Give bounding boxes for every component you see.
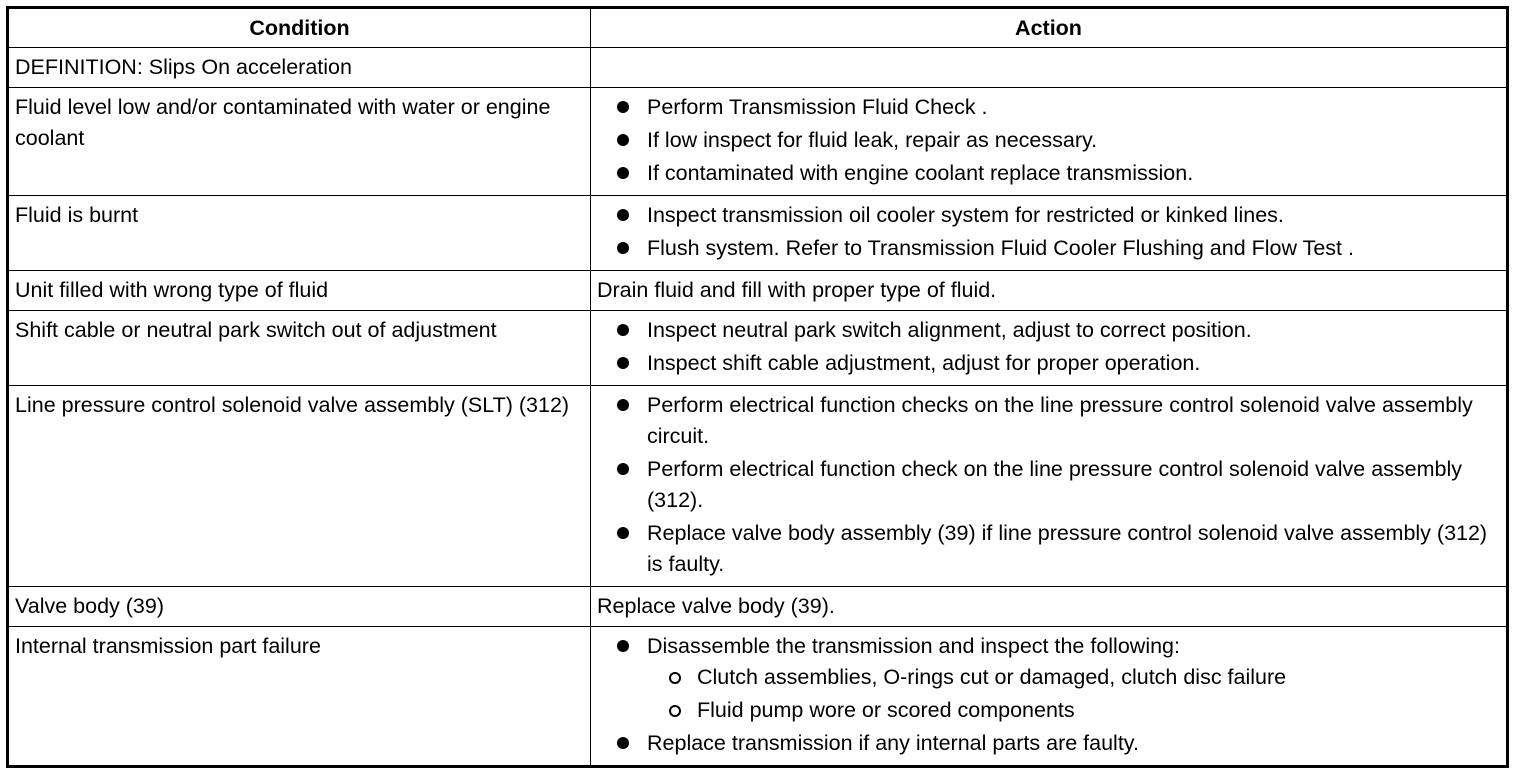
bullet-icon: [617, 242, 629, 254]
diagnostic-table-wrapper: [6, 6, 1509, 768]
list-item: Disassemble the transmission and inspect the following: Clutch assemblies, O-rings cut or damaged, clutch disc failure Fluid pump wore or scored components: [597, 631, 1500, 726]
sub-list-item: Clutch assemblies, O-rings cut or damaged, clutch disc failure: [647, 662, 1500, 693]
bullet-icon: [617, 640, 629, 652]
header-condition: Condition: [8, 8, 591, 48]
bullet-icon: [617, 527, 629, 539]
action-list: [597, 200, 1500, 264]
table-row: [8, 88, 1508, 196]
bullet-icon: [617, 324, 629, 336]
list-item: Inspect transmission oil cooler system for restricted or kinked lines.: [597, 200, 1500, 231]
table-row: [8, 271, 1508, 311]
condition-cell: Line pressure control solenoid valve assembly (SLT) (312): [8, 386, 591, 587]
header-action: Action: [591, 8, 1508, 48]
diagnostic-table: [6, 6, 1509, 768]
bullet-icon: [617, 357, 629, 369]
bullet-icon: [617, 737, 629, 749]
condition-cell: DEFINITION: Slips On acceleration: [8, 48, 591, 88]
table-header-row: [8, 8, 1508, 48]
list-item: Perform Transmission Fluid Check .: [597, 92, 1500, 123]
condition-cell: Unit filled with wrong type of fluid: [8, 271, 591, 311]
condition-cell: Internal transmission part failure: [8, 627, 591, 767]
bullet-icon: [617, 101, 629, 113]
list-item: Replace transmission if any internal parts are faulty.: [597, 728, 1500, 759]
table-row: [8, 386, 1508, 587]
action-list: [597, 631, 1500, 759]
action-cell: [591, 627, 1508, 767]
circle-bullet-icon: [669, 705, 681, 717]
table-row: [8, 196, 1508, 271]
list-item: Perform electrical function check on the line pressure control solenoid valve assembly (312).: [597, 454, 1500, 516]
table-row: [8, 587, 1508, 627]
bullet-icon: [617, 167, 629, 179]
bullet-icon: [617, 209, 629, 221]
condition-cell: Fluid is burnt: [8, 196, 591, 271]
table-row: [8, 48, 1508, 88]
list-item: If contaminated with engine coolant replace transmission.: [597, 158, 1500, 189]
table-row: [8, 627, 1508, 767]
action-cell: [591, 386, 1508, 587]
condition-cell: Fluid level low and/or contaminated with water or engine coolant: [8, 88, 591, 196]
list-item: Inspect shift cable adjustment, adjust for proper operation.: [597, 348, 1500, 379]
condition-cell: Shift cable or neutral park switch out of adjustment: [8, 311, 591, 386]
table-row: [8, 311, 1508, 386]
bullet-icon: [617, 463, 629, 475]
action-cell: Drain fluid and fill with proper type of fluid.: [591, 271, 1508, 311]
list-item: Replace valve body assembly (39) if line pressure control solenoid valve assembly (312) is faulty.: [597, 518, 1500, 580]
sub-list-item: Fluid pump wore or scored components: [647, 695, 1500, 726]
list-item: Perform electrical function checks on the line pressure control solenoid valve assembly circuit.: [597, 390, 1500, 452]
circle-bullet-icon: [669, 672, 681, 684]
sub-list: [647, 662, 1500, 726]
action-cell: [591, 196, 1508, 271]
bullet-icon: [617, 399, 629, 411]
action-list: [597, 92, 1500, 189]
action-cell: [591, 88, 1508, 196]
action-cell: Replace valve body (39).: [591, 587, 1508, 627]
action-list: [597, 315, 1500, 379]
action-list: [597, 390, 1500, 580]
bullet-icon: [617, 134, 629, 146]
action-cell: [591, 48, 1508, 88]
action-cell: [591, 311, 1508, 386]
list-item: If low inspect for fluid leak, repair as necessary.: [597, 125, 1500, 156]
condition-cell: Valve body (39): [8, 587, 591, 627]
list-item: Flush system. Refer to Transmission Fluid Cooler Flushing and Flow Test .: [597, 233, 1500, 264]
list-item: Inspect neutral park switch alignment, adjust to correct position.: [597, 315, 1500, 346]
